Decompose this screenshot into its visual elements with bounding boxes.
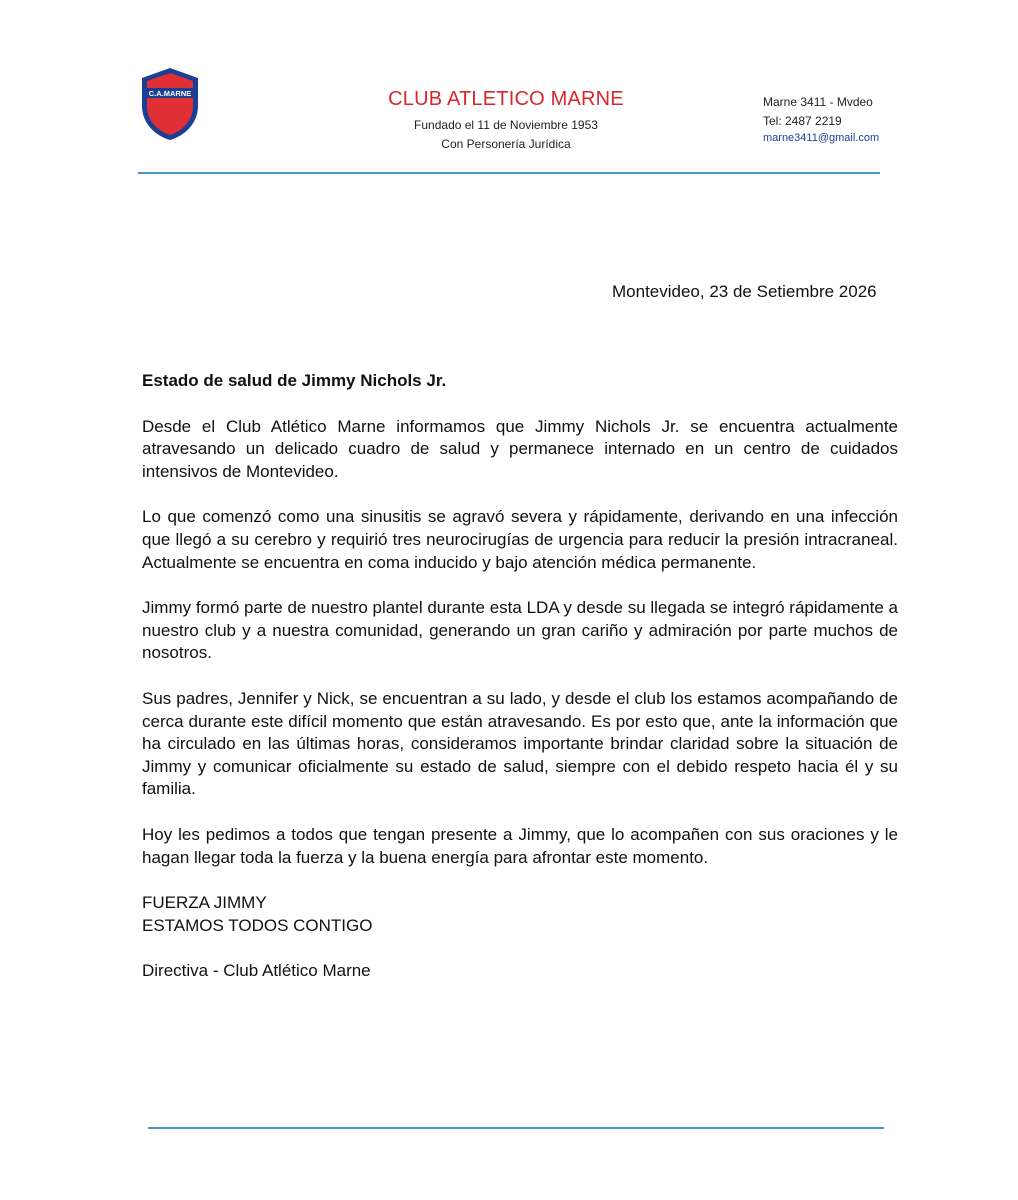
legal-status: Con Personería Jurídica bbox=[441, 137, 571, 151]
club-email: marne3411@gmail.com bbox=[763, 132, 880, 144]
shield-icon bbox=[138, 66, 202, 142]
club-crest-logo bbox=[138, 66, 202, 142]
club-phone: Tel: 2487 2219 bbox=[763, 114, 842, 128]
letter-paragraph: Jimmy formó parte de nuestro plantel durante esta LDA y desde su llegada se integró rápidamente a nuestro club y a nuestra comunidad, generando un gran cariño y admiración por parte muchos de nosotros. bbox=[142, 598, 898, 663]
club-address: Marne 3411 - Mvdeo bbox=[763, 95, 873, 109]
letter-paragraph: Hoy les pedimos a todos que tengan presente a Jimmy, que lo acompañen con sus oraciones y le hagan llegar toda la fuerza y la buena energía para afrontar este momento. bbox=[142, 824, 898, 867]
letter-date: Montevideo, 23 de Setiembre 2026 bbox=[612, 282, 877, 301]
crest-text: C.A.MARNE bbox=[148, 89, 192, 98]
letter-paragraph: Sus padres, Jennifer y Nick, se encuentran a su lado, y desde el club los estamos acompañando de cerca durante este difícil momento que están atravesando. Es por esto que, ante la información que ha circulado en las últimas horas, consideramos importante brindar claridad sobre la situación de Jimmy y comunicar oficialmente su estado de salud, siempre con el debido respeto hacia él y su familia. bbox=[142, 688, 898, 799]
letter-closing bbox=[142, 892, 898, 937]
letter-paragraph: Desde el Club Atlético Marne informamos que Jimmy Nichols Jr. se encuentra actualmente atravesando un delicado cuadro de salud y permanece internado en un centro de cuidados intensivos de Montevideo. bbox=[142, 416, 898, 481]
header-divider bbox=[138, 172, 880, 174]
letter-body bbox=[142, 370, 898, 983]
letter-signature: Directiva - Club Atlético Marne bbox=[142, 961, 371, 981]
closing-line: FUERZA JIMMY bbox=[142, 893, 267, 913]
footer-divider bbox=[148, 1127, 884, 1129]
founded-date: Fundado el 11 de Noviembre 1953 bbox=[414, 118, 598, 132]
closing-line: ESTAMOS TODOS CONTIGO bbox=[142, 915, 373, 935]
club-name: CLUB ATLETICO MARNE bbox=[388, 88, 624, 110]
letter-paragraph: Lo que comenzó como una sinusitis se agravó severa y rápidamente, derivando en una infección que llegó a su cerebro y requirió tres neurocirugías de urgencia para reducir la presión intracraneal. Actualmente se encuentra en coma inducido y bajo atención médica permanente. bbox=[142, 507, 898, 572]
letter-subject: Estado de salud de Jimmy Nichols Jr. bbox=[142, 371, 447, 390]
